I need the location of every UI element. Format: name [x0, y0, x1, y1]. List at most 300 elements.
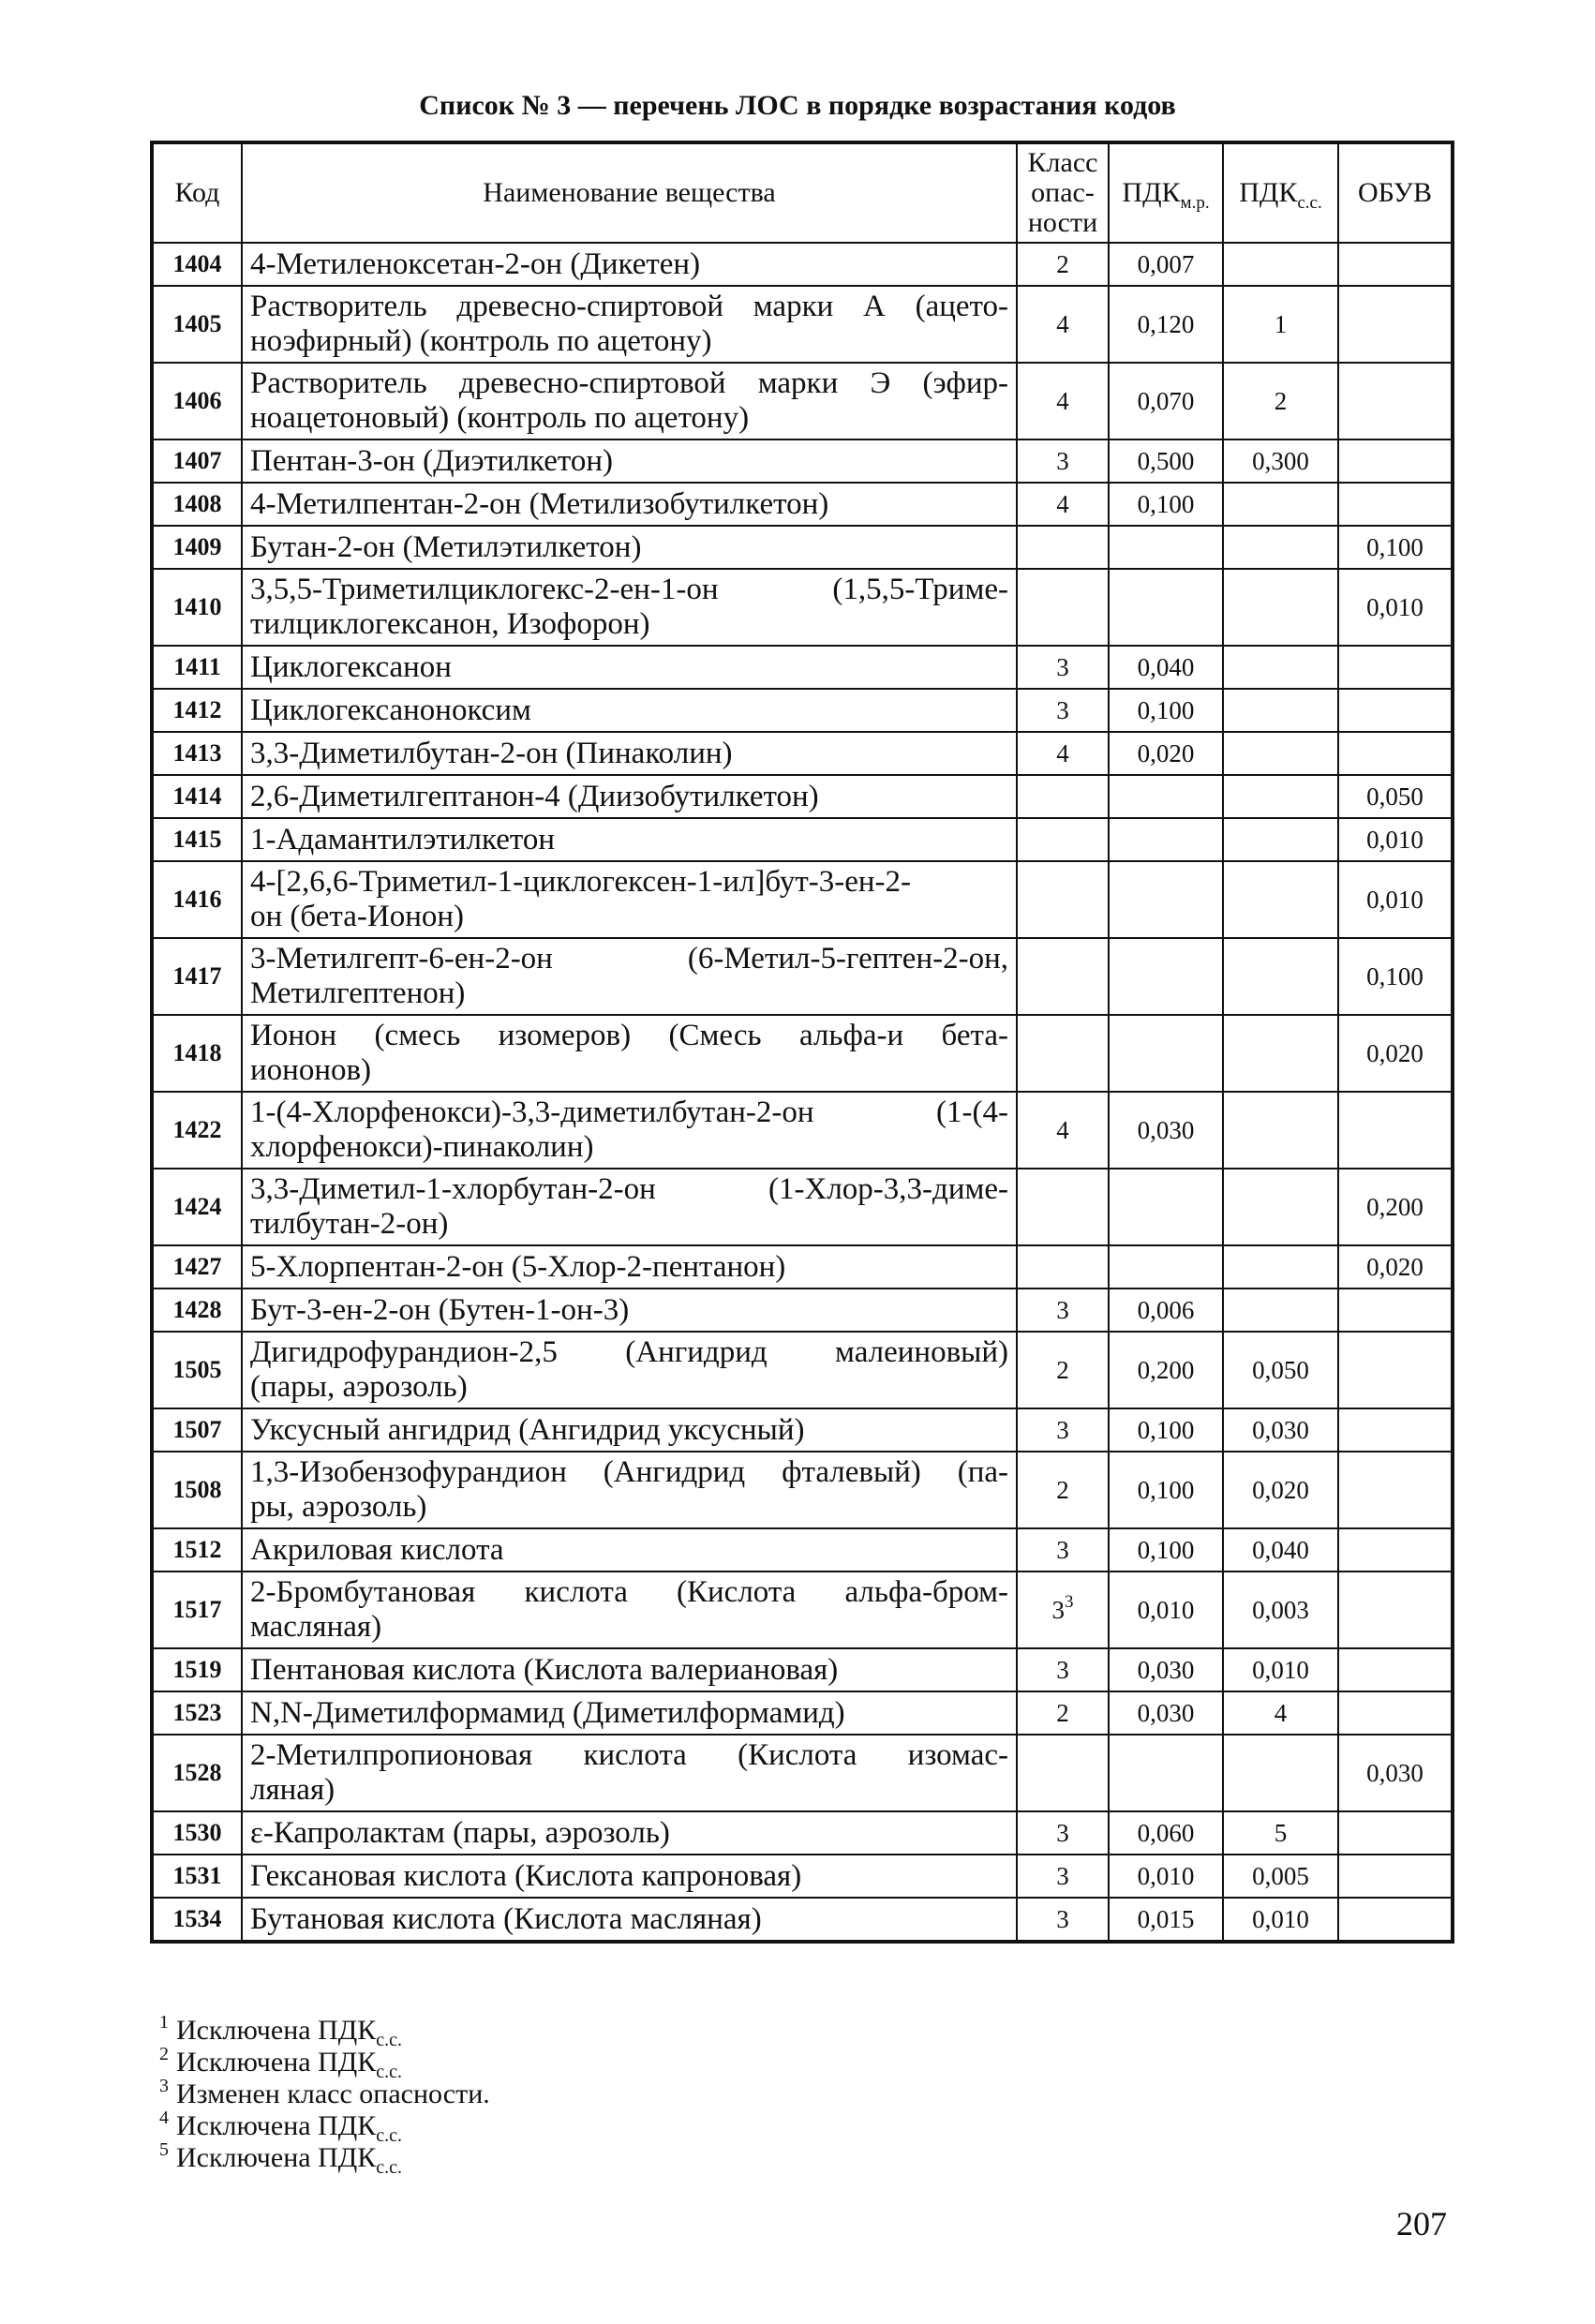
substance-name	[242, 439, 1017, 483]
header-obuv: ОБУВ	[1338, 142, 1453, 243]
obuv-value: 0,030	[1338, 1735, 1453, 1811]
substance-name-line1: Растворитель древесно-спиртовой марки Э (эфир-	[250, 366, 1008, 400]
substance-name-line1: Ионон (смесь изомеров) (Смесь альфа-и бета-	[250, 1019, 1008, 1052]
substance-name-line1: Растворитель древесно-спиртовой марки А (ацето-	[250, 290, 1008, 323]
substance-code: 1428	[152, 1289, 242, 1332]
substance-code: 1413	[152, 732, 242, 775]
substance-name-line1: 3,3-Диметилбутан-2-он (Пинаколин)	[250, 736, 733, 770]
obuv-value: 0,050	[1338, 775, 1453, 818]
hazard-class	[1017, 363, 1109, 439]
pdk-ss-value: 4	[1223, 1691, 1338, 1735]
substance-code: 1408	[152, 483, 242, 526]
footnote-text: Исключена ПДК	[176, 2110, 377, 2141]
obuv-value	[1338, 1898, 1453, 1942]
pdk-mr-value: 0,500	[1109, 439, 1223, 483]
pdk-ss-value	[1223, 861, 1338, 938]
obuv-value	[1338, 439, 1453, 483]
hazard-class	[1017, 1735, 1109, 1811]
substance-name-line1: N,N-Диметилформамид (Диметилформамид)	[250, 1695, 845, 1730]
substance-code: 1424	[152, 1169, 242, 1245]
pdk-ss-value	[1223, 569, 1338, 646]
substance-name-line1: 3,3-Диметил-1-хлорбутан-2-он (1-Хлор-3,3-диме-	[250, 1172, 1008, 1206]
pdk-mr-value: 0,100	[1109, 1528, 1223, 1572]
substance-name-line1: Дигидрофурандион-2,5 (Ангидрид малеиновый)	[250, 1335, 1008, 1369]
substance-name-line1: 3-Метилгепт-6-ен-2-он (6-Метил-5-гептен-2-он,	[250, 942, 1008, 976]
table-row	[152, 1452, 1453, 1528]
substance-name	[242, 1691, 1017, 1735]
substance-name-line1: 2-Бромбутановая кислота (Кислота альфа-бром-	[250, 1575, 1008, 1609]
substance-name-line2: Метилгептенон)	[250, 976, 466, 1010]
pdk-mr-value: 0,100	[1109, 1452, 1223, 1528]
pdk-ss-value: 0,005	[1223, 1855, 1338, 1898]
pdk-ss-value	[1223, 775, 1338, 818]
substance-name-line1: ε-Капролактам (пары, аэрозоль)	[250, 1815, 670, 1850]
obuv-value	[1338, 1289, 1453, 1332]
obuv-value	[1338, 646, 1453, 689]
obuv-value	[1338, 1855, 1453, 1898]
substance-name	[242, 775, 1017, 818]
substance-name-line1: 3,5,5-Триметилциклогекс-2-ен-1-он (1,5,5-Триме-	[250, 573, 1008, 606]
substance-name	[242, 1855, 1017, 1898]
footnote-number: 2	[159, 2044, 169, 2064]
substance-name-line2: тилциклогексанон, Изофорон)	[250, 607, 650, 641]
pdk-ss-value	[1223, 483, 1338, 526]
footnote-number: 5	[159, 2139, 169, 2160]
pdk-ss-value	[1223, 646, 1338, 689]
pdk-mr-value: 0,040	[1109, 646, 1223, 689]
substance-code: 1534	[152, 1898, 242, 1942]
pdk-mr-value: 0,007	[1109, 243, 1223, 286]
pdk-ss-value	[1223, 1245, 1338, 1289]
hazard-class-value: 2	[1056, 1475, 1069, 1504]
hazard-class	[1017, 1572, 1109, 1648]
footnote-subscript: с.с.	[376, 2157, 402, 2178]
obuv-value: 0,200	[1338, 1169, 1453, 1245]
substance-code: 1528	[152, 1735, 242, 1811]
obuv-value: 0,100	[1338, 526, 1453, 569]
pdk-mr-value: 0,010	[1109, 1855, 1223, 1898]
substance-name	[242, 1015, 1017, 1092]
pdk-mr-value	[1109, 1015, 1223, 1092]
hazard-class	[1017, 775, 1109, 818]
substance-name-line1: 5-Хлорпентан-2-он (5-Хлор-2-пентанон)	[250, 1249, 786, 1284]
obuv-value	[1338, 689, 1453, 732]
hazard-class	[1017, 732, 1109, 775]
substance-code: 1415	[152, 818, 242, 861]
hazard-class	[1017, 1332, 1109, 1408]
pdk-ss-value: 0,030	[1223, 1408, 1338, 1452]
hazard-class	[1017, 861, 1109, 938]
substance-code: 1517	[152, 1572, 242, 1648]
hazard-class-value: 3	[1056, 695, 1069, 724]
table-row	[152, 243, 1453, 286]
substance-name	[242, 1245, 1017, 1289]
substance-name	[242, 1528, 1017, 1572]
substance-name-line1: Акриловая кислота	[250, 1532, 504, 1567]
header-pdk-mr-sub: м.р.	[1180, 193, 1210, 213]
substance-code: 1417	[152, 938, 242, 1015]
footnote-text: Изменен класс опасности.	[176, 2078, 490, 2109]
substance-code: 1512	[152, 1528, 242, 1572]
table-body	[152, 243, 1453, 1942]
substance-name-line1: Пентан-3-он (Диэтилкетон)	[250, 443, 614, 478]
pdk-mr-value	[1109, 1735, 1223, 1811]
pdk-mr-value: 0,060	[1109, 1811, 1223, 1855]
hazard-class	[1017, 1898, 1109, 1942]
table-row	[152, 1572, 1453, 1648]
substance-name	[242, 732, 1017, 775]
hazard-class-value: 2	[1056, 1698, 1069, 1727]
hazard-class	[1017, 439, 1109, 483]
header-class-line3: ности	[1027, 207, 1098, 238]
header-class-line2: опас-	[1031, 177, 1095, 208]
table-row	[152, 439, 1453, 483]
substance-name	[242, 689, 1017, 732]
table-row	[152, 1691, 1453, 1735]
substance-name-line1: Пентановая кислота (Кислота валериановая)	[250, 1652, 839, 1687]
pdk-mr-value: 0,030	[1109, 1691, 1223, 1735]
hazard-class	[1017, 938, 1109, 1015]
table-row	[152, 1332, 1453, 1408]
pdk-ss-value: 0,040	[1223, 1528, 1338, 1572]
table-row	[152, 1898, 1453, 1942]
header-pdk-mr	[1109, 142, 1223, 243]
header-code: Код	[152, 142, 242, 243]
hazard-class	[1017, 1015, 1109, 1092]
substance-name-line2: ляная)	[250, 1773, 335, 1807]
pdk-mr-value	[1109, 1245, 1223, 1289]
substance-name	[242, 1898, 1017, 1942]
header-pdk-ss-sub: с.с.	[1297, 193, 1322, 213]
pdk-mr-value	[1109, 775, 1223, 818]
pdk-ss-value: 0,050	[1223, 1332, 1338, 1408]
hazard-class	[1017, 1855, 1109, 1898]
footnote	[159, 2044, 490, 2082]
table-header-row	[152, 142, 1453, 243]
obuv-value	[1338, 1528, 1453, 1572]
footnotes	[159, 2012, 490, 2178]
pdk-ss-value	[1223, 526, 1338, 569]
substance-code: 1508	[152, 1452, 242, 1528]
substance-name-line1: Бут-3-ен-2-он (Бутен-1-он-3)	[250, 1292, 630, 1327]
substance-name	[242, 1289, 1017, 1332]
table-row	[152, 526, 1453, 569]
pdk-mr-value: 0,120	[1109, 286, 1223, 363]
hazard-class-value: 4	[1056, 489, 1069, 518]
substance-name-line1: 1-(4-Хлорфенокси)-3,3-диметилбутан-2-он (1-(4-	[250, 1095, 1008, 1129]
substance-name-line1: 4-Метиленоксетан-2-он (Дикетен)	[250, 246, 701, 281]
hazard-class	[1017, 1691, 1109, 1735]
substance-name	[242, 1735, 1017, 1811]
hazard-class	[1017, 1648, 1109, 1691]
substance-name-line1: Циклогексаноноксим	[250, 693, 531, 727]
substance-name	[242, 1169, 1017, 1245]
table-row	[152, 689, 1453, 732]
substance-name	[242, 526, 1017, 569]
header-name: Наименование вещества	[242, 142, 1017, 243]
hazard-class	[1017, 1289, 1109, 1332]
hazard-class	[1017, 1245, 1109, 1289]
substance-name-line1: 2,6-Диметилгептанон-4 (Диизобутилкетон)	[250, 779, 819, 813]
hazard-class-footnote: 3	[1065, 1591, 1074, 1612]
hazard-class-value: 4	[1056, 386, 1069, 415]
obuv-value	[1338, 1332, 1453, 1408]
hazard-class	[1017, 1811, 1109, 1855]
page-title: Список № 3 — перечень ЛОС в порядке возрастания кодов	[419, 90, 1176, 121]
pdk-mr-value: 0,020	[1109, 732, 1223, 775]
header-pdk-mr-label: ПДК	[1122, 177, 1181, 208]
table-row	[152, 1648, 1453, 1691]
obuv-value: 0,010	[1338, 569, 1453, 646]
table-row	[152, 1015, 1453, 1092]
hazard-class-value: 4	[1056, 738, 1069, 767]
hazard-class-value: 2	[1056, 249, 1069, 278]
pdk-mr-value: 0,010	[1109, 1572, 1223, 1648]
hazard-class-value: 3	[1056, 1535, 1069, 1564]
hazard-class-value: 3	[1056, 1904, 1069, 1933]
hazard-class	[1017, 1092, 1109, 1169]
hazard-class-value: 3	[1056, 446, 1069, 475]
substance-name	[242, 483, 1017, 526]
obuv-value: 0,020	[1338, 1245, 1453, 1289]
footnote	[159, 2012, 490, 2050]
substance-code: 1507	[152, 1408, 242, 1452]
obuv-value	[1338, 1408, 1453, 1452]
hazard-class-value: 3	[1056, 652, 1069, 681]
substance-name-line2: хлорфенокси)-пинаколин)	[250, 1130, 594, 1164]
substance-code: 1418	[152, 1015, 242, 1092]
pdk-ss-value	[1223, 1289, 1338, 1332]
table-row	[152, 1092, 1453, 1169]
substance-code: 1407	[152, 439, 242, 483]
pdk-ss-value	[1223, 243, 1338, 286]
pdk-mr-value	[1109, 861, 1223, 938]
substance-name-line1: 2-Метилпропионовая кислота (Кислота изомас-	[250, 1738, 1008, 1772]
substance-name-line1: Циклогексанон	[250, 649, 452, 684]
substance-code: 1416	[152, 861, 242, 938]
substance-name	[242, 938, 1017, 1015]
footnote-number: 4	[159, 2108, 169, 2128]
obuv-value: 0,010	[1338, 861, 1453, 938]
page-number: 207	[1396, 2205, 1447, 2242]
table-row	[152, 1408, 1453, 1452]
footnote-subscript: с.с.	[376, 2030, 402, 2050]
substance-name-line1: Уксусный ангидрид (Ангидрид уксусный)	[250, 1412, 805, 1447]
table-row	[152, 818, 1453, 861]
obuv-value	[1338, 1811, 1453, 1855]
substance-name-line1: Гексановая кислота (Кислота капроновая)	[250, 1858, 802, 1893]
obuv-value	[1338, 1691, 1453, 1735]
hazard-class	[1017, 646, 1109, 689]
hazard-class-value: 3	[1056, 1415, 1069, 1444]
pdk-ss-value	[1223, 818, 1338, 861]
substance-name-line1: Бутан-2-он (Метилэтилкетон)	[250, 529, 642, 564]
pdk-mr-value: 0,006	[1109, 1289, 1223, 1332]
table-row	[152, 775, 1453, 818]
table-row	[152, 286, 1453, 363]
substances-table	[150, 141, 1454, 1944]
hazard-class-value: 3	[1056, 1655, 1069, 1684]
substance-code: 1410	[152, 569, 242, 646]
substance-code: 1404	[152, 243, 242, 286]
obuv-value	[1338, 483, 1453, 526]
obuv-value	[1338, 286, 1453, 363]
substance-name-line1: 4-[2,6,6-Триметил-1-циклогексен-1-ил]бут-3-ен-2-	[250, 865, 912, 899]
substance-name	[242, 818, 1017, 861]
hazard-class	[1017, 286, 1109, 363]
table-row	[152, 861, 1453, 938]
table-row	[152, 363, 1453, 439]
hazard-class-value: 3	[1056, 1818, 1069, 1847]
table-row	[152, 732, 1453, 775]
pdk-ss-value: 0,010	[1223, 1648, 1338, 1691]
substance-code: 1505	[152, 1332, 242, 1408]
pdk-mr-value: 0,200	[1109, 1332, 1223, 1408]
substance-name	[242, 646, 1017, 689]
substance-code: 1523	[152, 1691, 242, 1735]
table-row	[152, 483, 1453, 526]
table-row	[152, 1528, 1453, 1572]
header-class-line1: Класс	[1027, 147, 1098, 178]
obuv-value	[1338, 363, 1453, 439]
pdk-ss-value: 0,020	[1223, 1452, 1338, 1528]
substance-name-line2: иононов)	[250, 1053, 372, 1087]
pdk-ss-value	[1223, 1735, 1338, 1811]
pdk-mr-value: 0,030	[1109, 1092, 1223, 1169]
obuv-value: 0,020	[1338, 1015, 1453, 1092]
substance-name	[242, 363, 1017, 439]
substance-code: 1411	[152, 646, 242, 689]
substance-name	[242, 1811, 1017, 1855]
substance-name	[242, 243, 1017, 286]
obuv-value	[1338, 1648, 1453, 1691]
footnote-subscript: с.с.	[376, 2125, 402, 2146]
obuv-value	[1338, 243, 1453, 286]
table-row	[152, 938, 1453, 1015]
substance-code: 1406	[152, 363, 242, 439]
substance-code: 1519	[152, 1648, 242, 1691]
obuv-value: 0,010	[1338, 818, 1453, 861]
hazard-class	[1017, 818, 1109, 861]
header-pdk-ss	[1223, 142, 1338, 243]
footnote-number: 1	[159, 2012, 169, 2033]
hazard-class-value: 3	[1051, 1595, 1065, 1624]
hazard-class	[1017, 1169, 1109, 1245]
hazard-class-value: 2	[1056, 1355, 1069, 1384]
substance-name-line1: 1,3-Изобензофурандион (Ангидрид фталевый) (па-	[250, 1455, 1008, 1489]
hazard-class	[1017, 526, 1109, 569]
hazard-class	[1017, 1408, 1109, 1452]
footnote-text: Исключена ПДК	[176, 2047, 377, 2078]
table-row	[152, 1169, 1453, 1245]
table-row	[152, 1811, 1453, 1855]
substance-name-line2: тилбутан-2-он)	[250, 1207, 449, 1241]
substance-name	[242, 1648, 1017, 1691]
pdk-mr-value	[1109, 1169, 1223, 1245]
substance-name-line1: Бутановая кислота (Кислота масляная)	[250, 1901, 762, 1936]
substance-name-line2: ры, аэрозоль)	[250, 1490, 427, 1524]
pdk-mr-value: 0,100	[1109, 1408, 1223, 1452]
pdk-mr-value	[1109, 818, 1223, 861]
substance-name-line2: масляная)	[250, 1610, 382, 1644]
hazard-class	[1017, 483, 1109, 526]
footnote-text: Исключена ПДК	[176, 2015, 377, 2046]
hazard-class-value: 4	[1056, 309, 1069, 338]
table-row	[152, 1735, 1453, 1811]
obuv-value	[1338, 732, 1453, 775]
pdk-mr-value: 0,015	[1109, 1898, 1223, 1942]
table-row	[152, 569, 1453, 646]
substance-code: 1405	[152, 286, 242, 363]
substance-code: 1414	[152, 775, 242, 818]
hazard-class	[1017, 689, 1109, 732]
footnote-subscript: с.с.	[376, 2062, 402, 2082]
header-pdk-ss-label: ПДК	[1239, 177, 1298, 208]
table-row	[152, 1289, 1453, 1332]
pdk-mr-value: 0,030	[1109, 1648, 1223, 1691]
hazard-class-value: 3	[1056, 1295, 1069, 1324]
substance-name	[242, 286, 1017, 363]
obuv-value: 0,100	[1338, 938, 1453, 1015]
substance-name-line2: он (бета-Ионон)	[250, 900, 465, 933]
substance-name-line2: (пары, аэрозоль)	[250, 1370, 468, 1404]
pdk-ss-value: 0,300	[1223, 439, 1338, 483]
header-class	[1017, 142, 1109, 243]
substance-name	[242, 1332, 1017, 1408]
hazard-class	[1017, 1528, 1109, 1572]
table-row	[152, 1245, 1453, 1289]
substance-code: 1531	[152, 1855, 242, 1898]
substance-name	[242, 1452, 1017, 1528]
footnote	[159, 2078, 490, 2110]
substance-name-line1: 1-Адамантилэтилкетон	[250, 822, 555, 857]
table-row	[152, 1855, 1453, 1898]
pdk-ss-value: 2	[1223, 363, 1338, 439]
substance-name-line1: 4-Метилпентан-2-он (Метилизобутилкетон)	[250, 486, 829, 521]
hazard-class	[1017, 1452, 1109, 1528]
pdk-ss-value: 0,010	[1223, 1898, 1338, 1942]
hazard-class-value: 3	[1056, 1861, 1069, 1890]
pdk-mr-value: 0,100	[1109, 483, 1223, 526]
substance-code: 1409	[152, 526, 242, 569]
footnote	[159, 2139, 490, 2178]
hazard-class	[1017, 569, 1109, 646]
obuv-value	[1338, 1092, 1453, 1169]
substance-name-line2: ноацетоновый) (контроль по ацетону)	[250, 401, 750, 435]
footnote-number: 3	[159, 2076, 169, 2096]
substance-name	[242, 1572, 1017, 1648]
hazard-class-value: 4	[1056, 1115, 1069, 1144]
obuv-value	[1338, 1572, 1453, 1648]
pdk-ss-value	[1223, 1015, 1338, 1092]
pdk-mr-value: 0,070	[1109, 363, 1223, 439]
pdk-ss-value	[1223, 689, 1338, 732]
pdk-mr-value: 0,100	[1109, 689, 1223, 732]
substance-code: 1427	[152, 1245, 242, 1289]
pdk-ss-value: 0,003	[1223, 1572, 1338, 1648]
substance-name	[242, 861, 1017, 938]
pdk-mr-value	[1109, 938, 1223, 1015]
pdk-ss-value: 1	[1223, 286, 1338, 363]
footnote	[159, 2108, 490, 2146]
substance-code: 1422	[152, 1092, 242, 1169]
pdk-mr-value	[1109, 569, 1223, 646]
pdk-ss-value	[1223, 1169, 1338, 1245]
substance-code: 1530	[152, 1811, 242, 1855]
substance-name-line2: ноэфирный) (контроль по ацетону)	[250, 324, 712, 358]
pdk-ss-value	[1223, 732, 1338, 775]
substance-name	[242, 1092, 1017, 1169]
